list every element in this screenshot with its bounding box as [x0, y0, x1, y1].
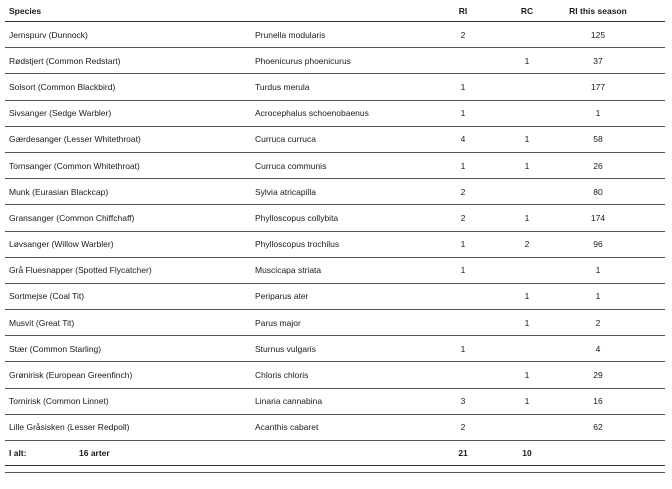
- latin-name-cell: Periparus ater: [255, 291, 309, 302]
- header-ri: RI: [458, 6, 468, 16]
- species-cell: Munk (Eurasian Blackcap): [9, 186, 109, 197]
- table-row: [5, 153, 665, 179]
- rc-cell: 2: [524, 239, 530, 250]
- ri-cell: 1: [460, 265, 466, 276]
- species-cell: Gransanger (Common Chiffchaff): [9, 212, 135, 223]
- season-cell: 29: [593, 370, 603, 381]
- species-cell: Løvsanger (Willow Warbler): [9, 239, 114, 250]
- rc-cell: 1: [524, 370, 530, 381]
- table-header: [5, 0, 665, 22]
- season-cell: 96: [593, 239, 603, 250]
- latin-name-cell: Phylloscopus collybita: [255, 212, 339, 223]
- rc-cell: 1: [524, 134, 530, 145]
- latin-name-cell: Acanthis cabaret: [255, 422, 319, 433]
- latin-name-cell: Prunella modularis: [255, 29, 326, 40]
- species-cell: Jernspurv (Dunnock): [9, 29, 88, 40]
- table-row: [5, 310, 665, 336]
- table-row: [5, 74, 665, 100]
- species-cell: Tornirisk (Common Linnet): [9, 396, 109, 407]
- latin-name-cell: Phylloscopus trochilus: [255, 239, 340, 250]
- season-cell: 1: [595, 291, 601, 302]
- season-cell: 2: [595, 317, 601, 328]
- table-row: [5, 22, 665, 48]
- rc-cell: [507, 258, 547, 283]
- season-cell: 80: [593, 186, 603, 197]
- table-row: [5, 205, 665, 231]
- latin-name-cell: Acrocephalus schoenobaenus: [255, 108, 369, 119]
- ri-cell: 1: [460, 239, 466, 250]
- table-row: [5, 336, 665, 362]
- table-row: [5, 362, 665, 388]
- total-label-text: I alt:: [9, 448, 27, 458]
- rc-cell: [507, 336, 547, 361]
- season-cell: 58: [593, 134, 603, 145]
- bottom-rule: [5, 472, 665, 473]
- rc-cell: 1: [524, 160, 530, 171]
- latin-name-cell: Parus major: [255, 317, 301, 328]
- latin-name-cell: Chloris chloris: [255, 370, 309, 381]
- ri-cell: 1: [460, 160, 466, 171]
- season-cell: 4: [595, 343, 601, 354]
- table-row: [5, 101, 665, 127]
- species-cell: Grønirisk (European Greenfinch): [9, 370, 133, 381]
- ri-cell: 4: [460, 134, 466, 145]
- rc-cell: 1: [524, 212, 530, 223]
- table-row: [5, 284, 665, 310]
- header-season: RI this season: [569, 6, 627, 16]
- header-species: Species: [9, 6, 42, 16]
- ri-cell: 1: [460, 81, 466, 92]
- ri-cell: 2: [460, 29, 466, 40]
- ri-cell: 2: [460, 422, 466, 433]
- ri-cell: 2: [460, 186, 466, 197]
- season-cell: 26: [593, 160, 603, 171]
- species-cell: Gærdesanger (Lesser Whitethroat): [9, 134, 141, 145]
- table-row: [5, 258, 665, 284]
- rc-cell: 1: [524, 55, 530, 66]
- species-cell: Sivsanger (Sedge Warbler): [9, 108, 112, 119]
- table-row: [5, 127, 665, 153]
- table-body: [5, 22, 665, 441]
- table-row: [5, 415, 665, 441]
- total-label: [9, 441, 249, 465]
- latin-name-cell: Muscicapa striata: [255, 265, 322, 276]
- table-row: [5, 389, 665, 415]
- header-rc: RC: [520, 6, 534, 16]
- ri-cell: 1: [460, 108, 466, 119]
- species-cell: Sortmejse (Coal Tit): [9, 291, 85, 302]
- season-cell: 174: [590, 212, 606, 223]
- ri-cell: 1: [460, 343, 466, 354]
- season-cell: 62: [593, 422, 603, 433]
- total-row: [5, 441, 665, 466]
- species-cell: Lille Gråsisken (Lesser Redpoll): [9, 422, 130, 433]
- ri-cell: [443, 310, 483, 335]
- latin-name-cell: Curruca communis: [255, 160, 327, 171]
- ri-cell: [443, 48, 483, 73]
- ri-cell: [443, 284, 483, 309]
- season-cell: 37: [593, 55, 603, 66]
- rc-cell: 1: [524, 291, 530, 302]
- ri-cell: [443, 362, 483, 387]
- season-cell: 1: [595, 108, 601, 119]
- ri-cell: 2: [460, 212, 466, 223]
- latin-name-cell: Linaria cannabina: [255, 396, 323, 407]
- table-row: [5, 179, 665, 205]
- total-ri: 21: [458, 448, 468, 458]
- species-table: [5, 0, 665, 466]
- species-cell: Solsort (Common Blackbird): [9, 81, 116, 92]
- species-cell: Stær (Common Starling): [9, 343, 102, 354]
- latin-name-cell: Curruca curruca: [255, 134, 316, 145]
- latin-name-cell: Turdus merula: [255, 81, 310, 92]
- season-cell: 125: [590, 29, 606, 40]
- species-cell: Tornsanger (Common Whitethroat): [9, 160, 140, 171]
- latin-name-cell: Phoenicurus phoenicurus: [255, 55, 351, 66]
- rc-cell: [507, 22, 547, 47]
- rc-cell: [507, 101, 547, 126]
- season-cell: 1: [595, 265, 601, 276]
- rc-cell: [507, 415, 547, 440]
- rc-cell: 1: [524, 317, 530, 328]
- total-species-count: 16 arter: [79, 448, 110, 458]
- species-cell: Musvit (Great Tit): [9, 317, 75, 328]
- season-cell: 16: [593, 396, 603, 407]
- species-cell: Rødstjert (Common Redstart): [9, 55, 121, 66]
- table-row: [5, 48, 665, 74]
- rc-cell: [507, 179, 547, 204]
- latin-name-cell: Sturnus vulgaris: [255, 343, 316, 354]
- rc-cell: [507, 74, 547, 99]
- rc-cell: 1: [524, 396, 530, 407]
- latin-name-cell: Sylvia atricapilla: [255, 186, 316, 197]
- ri-cell: 3: [460, 396, 466, 407]
- total-rc: 10: [522, 448, 532, 458]
- season-cell: 177: [590, 81, 606, 92]
- species-cell: Grå Fluesnapper (Spotted Flycatcher): [9, 265, 152, 276]
- table-row: [5, 232, 665, 258]
